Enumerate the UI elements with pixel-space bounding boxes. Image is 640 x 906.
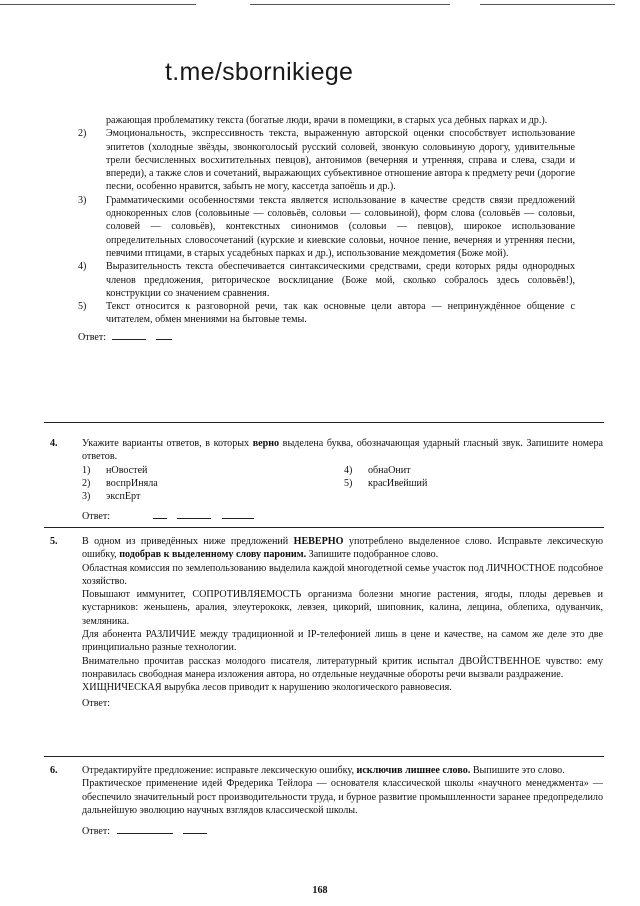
answer-label: Ответ: bbox=[78, 331, 107, 343]
task-prompt: Укажите варианты ответов, в которых верно выделена буква, обозначающая ударный гласный звук. Запишите номера ответов. bbox=[82, 438, 603, 463]
task-5 bbox=[50, 535, 603, 710]
page-number: 168 bbox=[312, 885, 328, 896]
task-number: 5. bbox=[50, 536, 58, 547]
sentence: Областная комиссия по землепользованию выделила каждой многодетной семье участок под ЛИЧНОСТНОЕ подсобное хозяйство. bbox=[82, 562, 603, 587]
task-prompt: Отредактируйте предложение: исправьте лексическую ошибку, исключив лишнее слово. Выпишите это слово. bbox=[82, 765, 565, 776]
answer-label: Ответ: bbox=[82, 697, 111, 709]
option-item-5: 5) Текст относится к разговорной речи, так как основные цели автора — непринуждённое общение с читателем, обмен мнениями на бытовые темы. bbox=[78, 301, 575, 326]
option-item-2: 2) Эмоциональность, экспрессивность текста, выраженную авторской оценки способствует использование эпитетов (холодные звёзды, звонкоголосый русский соловей, звонкую соловьиную дорогу, удивительные трели бесчисленных восхитительных певцов), антонимов (вечерняя и утренняя, справа и слева, сзади и впереди), а также слов и сочетаний, выражающих субъективное отношение автора к предмету речи (дорогие песни, особенно нравится, забыть не могу, кассетда запоёшь и др.). bbox=[78, 128, 575, 193]
answer-line bbox=[82, 823, 603, 838]
option-5: 5) красИвейший bbox=[344, 477, 428, 489]
sentence: ХИЩНИЧЕСКАЯ вырубка лесов приводит к нарушению экологического равновесия. bbox=[82, 682, 452, 694]
task-6 bbox=[50, 764, 603, 838]
option-1: 1) нОвостей bbox=[82, 464, 148, 476]
watermark-text: t.me/sbornikiege bbox=[165, 58, 354, 86]
task-divider bbox=[44, 422, 604, 423]
answer-label: Ответ: bbox=[82, 511, 111, 523]
task-number: 6. bbox=[50, 765, 58, 776]
answer-line bbox=[78, 329, 603, 344]
answer-line bbox=[82, 697, 603, 710]
sentence: Практическое применение идей Фредерика Тейлора — основателя классической школы «научного менеджмента» — обеспечило значительный рост производительности труда, и бурное развитие промышленности заранее предопределило дальнейшую эволюцию научных взглядов классической школы. bbox=[82, 778, 603, 816]
option-item-3: 3) Грамматическими особенностями текста является использование в качестве средств связи предложений однокоренных слов (соловьиные — соловьёв, соловьи — соловьиной), форм слова (соловьёв — соловьи, соловей — соловьёв), контекстных синонимов (соловьи — певцов), широкое использование определительных словосочетаний (курские и киевские соловьи, ночное пение, вечерняя и утренняя песни, певчими птицами, в старых усадебных парках и др.), использование междометия (Боже мой). bbox=[78, 194, 575, 259]
answer-options bbox=[82, 464, 603, 504]
answer-line bbox=[82, 508, 603, 523]
top-scan-edge-left bbox=[0, 4, 196, 5]
previous-task-continuation bbox=[78, 114, 603, 344]
option-2: 2) воспрИняла bbox=[82, 477, 158, 489]
task-divider bbox=[44, 756, 604, 757]
continuation-lead: ражающая проблематику текста (богатые люди, врачи в помещики, в старых уса дебных парках и др.). bbox=[106, 115, 548, 126]
top-scan-edge-middle bbox=[250, 4, 450, 5]
task-prompt: В одном из приведённых ниже предложений НЕВЕРНО употреблено выделенное слово. Исправьте лексическую ошибку, подобрав к выделенному слову пароним. Запишите подобранное слово. bbox=[82, 536, 603, 561]
top-scan-edge-right bbox=[480, 4, 615, 5]
sentence: Повышают иммунитет, СОПРОТИВЛЯЕМОСТЬ организма болезни многие растения, ягоды, плоды деревьев и кустарников: женьшень, аралия, элеутерококк, левзея, цикорий, шиповник, калина, лещина, облепиха, одуванчик, земляника. bbox=[82, 589, 603, 627]
option-item-4: 4) Выразительность текста обеспечивается синтаксическими средствами, среди которых ряды однородных членов предложения, риторическое восклицание (Боже мой, сколько собралось здесь соловьёв!), конструкции со значением сравнения. bbox=[78, 261, 575, 299]
task-divider bbox=[44, 527, 604, 528]
task-number: 4. bbox=[50, 438, 58, 449]
sentence: Внимательно прочитав рассказ молодого писателя, литературный критик испытал ДВОЙСТВЕННОЕ чувство: ему понравилась свободная манера изложения автора, но отдельные неудачные обороты речи вызвали раздражение. bbox=[82, 655, 603, 680]
answer-label: Ответ: bbox=[82, 826, 111, 838]
sentence: Для абонента РАЗЛИЧИЕ между традиционной и IP-телефонией лишь в цене и качестве, на самом же деле это две принципиально разные технологии. bbox=[82, 629, 603, 654]
task-4 bbox=[50, 437, 603, 524]
option-4: 4) обнаОнит bbox=[344, 464, 411, 476]
option-3: 3) экспЕрт bbox=[82, 491, 141, 503]
